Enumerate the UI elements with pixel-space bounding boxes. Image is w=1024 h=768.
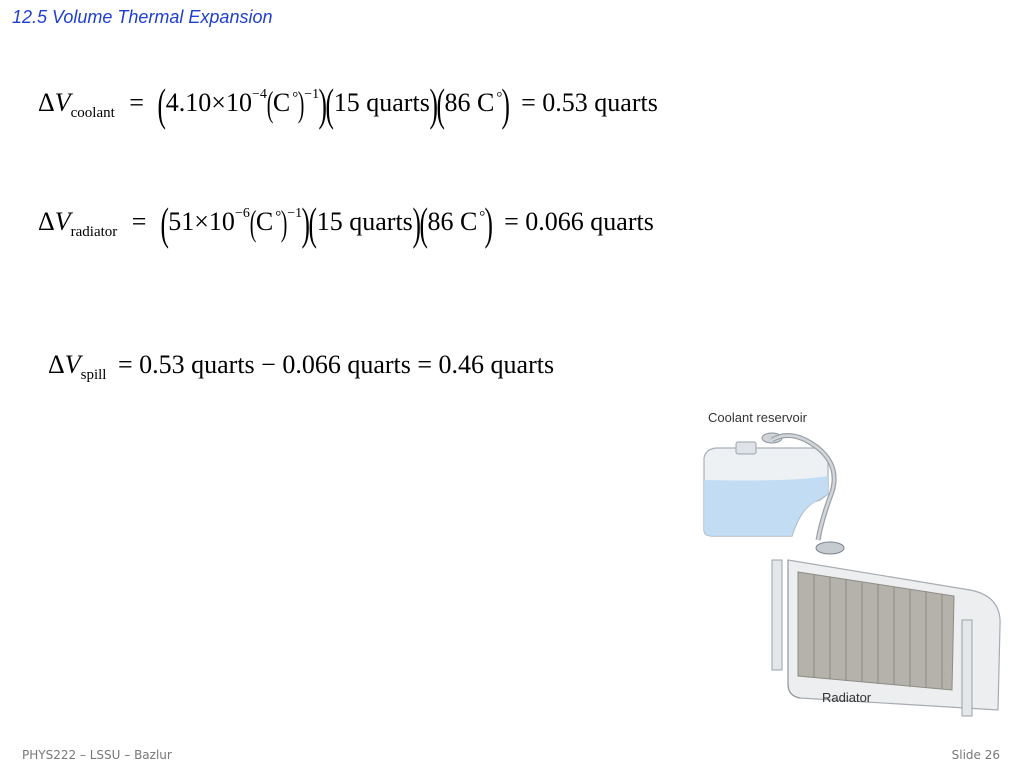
volume-variable: V <box>54 207 71 236</box>
degree-symbol: ° <box>275 209 282 225</box>
radiator-illustration <box>700 400 1010 730</box>
subscript-radiator: radiator <box>70 224 118 240</box>
equals-sign: = <box>131 207 147 236</box>
paren-open-icon: ( <box>157 79 167 130</box>
paren-close-icon: ) <box>301 198 310 249</box>
inverse-exponent: −1 <box>287 206 303 221</box>
radiator-label: Radiator <box>822 690 872 705</box>
paren-close-icon: ) <box>484 198 494 249</box>
temperature-value: 86 C <box>427 207 478 236</box>
volume-variable: V <box>64 350 81 379</box>
coefficient-exponent: −6 <box>234 206 250 221</box>
inverse-exponent: −1 <box>304 87 320 102</box>
paren-open-icon: ( <box>419 198 429 249</box>
result: = 0.066 quarts <box>504 207 654 236</box>
paren-close-icon: ) <box>280 203 288 243</box>
volume-value: 15 quarts <box>333 88 430 117</box>
delta-symbol: Δ <box>48 350 65 379</box>
paren-close-icon: ) <box>412 198 421 249</box>
spill-expression: = 0.53 quarts − 0.066 quarts = 0.46 quarts <box>117 350 555 379</box>
radiator-body-icon <box>772 560 1000 716</box>
paren-open-icon: ( <box>325 79 335 130</box>
coefficient: 51×10 <box>168 207 235 236</box>
degree-symbol: ° <box>292 90 299 106</box>
paren-open-icon: ( <box>308 198 318 249</box>
delta-symbol: Δ <box>38 207 55 236</box>
reservoir-tank-icon <box>704 433 828 536</box>
paren-close-icon: ) <box>318 79 327 130</box>
equals-sign: = <box>129 88 144 117</box>
paren-open-icon: ( <box>160 198 169 249</box>
temperature-value: 86 C <box>444 88 495 117</box>
volume-variable: V <box>54 88 71 117</box>
equation-coolant <box>38 79 658 130</box>
subscript-spill: spill <box>80 367 107 383</box>
equation-radiator <box>38 198 654 249</box>
paren-close-icon: ) <box>429 79 438 130</box>
paren-close-icon: ) <box>501 79 511 130</box>
footer-slide-number: Slide 26 <box>951 748 1000 762</box>
paren-open-icon: ( <box>249 203 257 243</box>
paren-open-icon: ( <box>436 79 446 130</box>
reservoir-label: Coolant reservoir <box>708 410 807 425</box>
radiator-figure <box>700 400 1010 730</box>
volume-value: 15 quarts <box>316 207 413 236</box>
coefficient: 4.10×10 <box>165 88 252 117</box>
subscript-coolant: coolant <box>70 105 115 121</box>
result: = 0.53 quarts <box>521 88 658 117</box>
degree-symbol: ° <box>479 209 486 225</box>
celsius-unit: C <box>272 88 291 117</box>
paren-open-icon: ( <box>266 84 274 124</box>
equation-spill <box>48 352 554 383</box>
slide-title: 12.5 Volume Thermal Expansion <box>12 7 273 27</box>
paren-close-icon: ) <box>297 84 305 124</box>
footer-course: PHYS222 – LSSU – Bazlur <box>22 748 172 762</box>
coefficient-exponent: −4 <box>251 87 267 102</box>
degree-symbol: ° <box>496 90 503 106</box>
delta-symbol: Δ <box>38 88 55 117</box>
celsius-unit: C <box>255 207 274 236</box>
